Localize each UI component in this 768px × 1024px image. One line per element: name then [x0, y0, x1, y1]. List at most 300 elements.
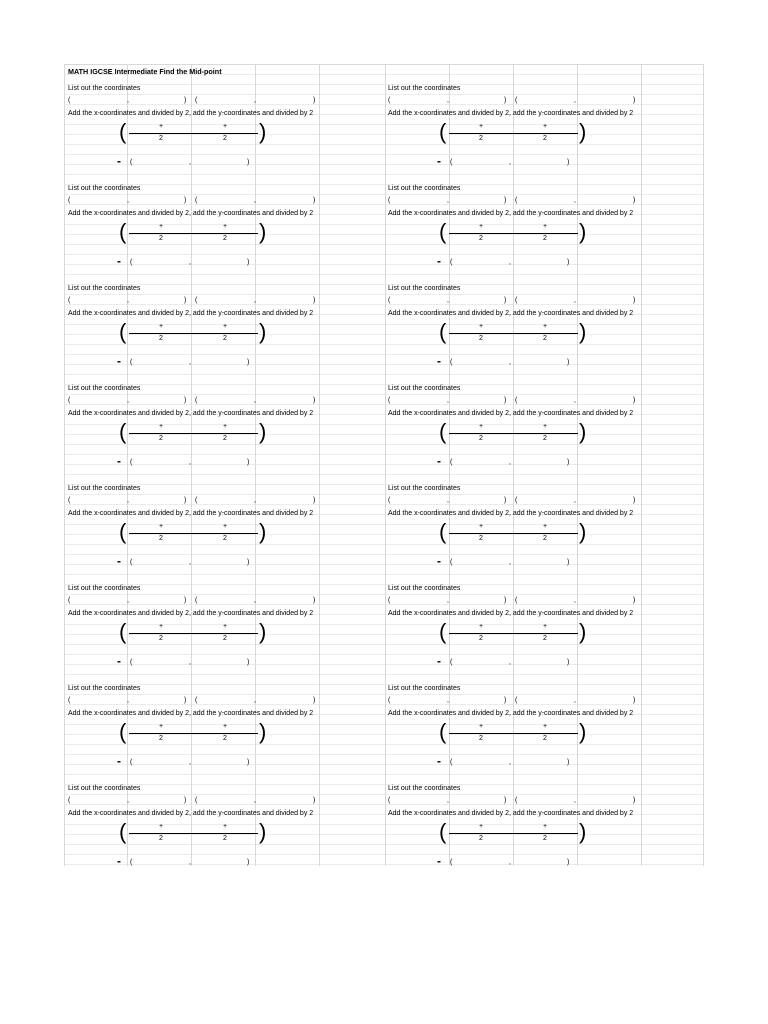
point-b-close-paren: ) — [633, 197, 636, 204]
x-denominator: 2 — [479, 235, 483, 242]
x-denominator: 2 — [159, 435, 163, 442]
midpoint-close-paren: ) — [567, 759, 570, 766]
y-plus-sign: + — [223, 223, 228, 230]
equals-mark: - — [117, 754, 121, 768]
y-plus-sign: + — [223, 723, 228, 730]
list-coordinates-label: List out the coordinates — [388, 185, 461, 192]
add-coordinates-label: Add the x-coordinates and divided by 2, add the y-coordinates and divided by 2 — [68, 210, 314, 217]
add-coordinates-label: Add the x-coordinates and divided by 2, add the y-coordinates and divided by 2 — [388, 810, 634, 817]
list-coordinates-label: List out the coordinates — [388, 85, 461, 92]
fraction-close-paren: ) — [259, 119, 267, 144]
add-coordinates-label: Add the x-coordinates and divided by 2, add the y-coordinates and divided by 2 — [388, 410, 634, 417]
point-b-open-paren: ( — [195, 197, 198, 204]
point-b-open-paren: ( — [195, 797, 198, 804]
y-plus-sign: + — [223, 123, 228, 130]
point-a-close-paren: ) — [504, 497, 507, 504]
midpoint-problem — [385, 171, 705, 271]
fraction-close-paren: ) — [579, 519, 587, 544]
midpoint-problem — [65, 771, 385, 871]
add-coordinates-label: Add the x-coordinates and divided by 2, add the y-coordinates and divided by 2 — [68, 610, 314, 617]
add-coordinates-label: Add the x-coordinates and divided by 2, add the y-coordinates and divided by 2 — [68, 810, 314, 817]
add-coordinates-label: Add the x-coordinates and divided by 2, add the y-coordinates and divided by 2 — [388, 110, 634, 117]
point-a-comma: , — [127, 197, 129, 204]
equals-mark: - — [437, 554, 441, 568]
add-coordinates-label: Add the x-coordinates and divided by 2, add the y-coordinates and divided by 2 — [68, 310, 314, 317]
list-coordinates-label: List out the coordinates — [68, 785, 141, 792]
midpoint-open-paren: ( — [450, 559, 453, 566]
y-plus-sign: + — [543, 123, 548, 130]
midpoint-comma: , — [509, 259, 511, 266]
point-b-comma: , — [254, 797, 256, 804]
midpoint-close-paren: ) — [247, 759, 250, 766]
midpoint-close-paren: ) — [567, 859, 570, 866]
midpoint-close-paren: ) — [567, 659, 570, 666]
point-a-open-paren: ( — [68, 297, 71, 304]
point-b-open-paren: ( — [195, 497, 198, 504]
point-b-open-paren: ( — [515, 797, 518, 804]
midpoint-open-paren: ( — [450, 159, 453, 166]
fraction-open-paren: ( — [119, 319, 127, 344]
y-denominator: 2 — [223, 835, 227, 842]
point-b-close-paren: ) — [313, 797, 316, 804]
add-coordinates-label: Add the x-coordinates and divided by 2, add the y-coordinates and divided by 2 — [388, 710, 634, 717]
point-a-comma: , — [447, 697, 449, 704]
point-a-close-paren: ) — [184, 197, 187, 204]
point-b-comma: , — [254, 697, 256, 704]
point-b-open-paren: ( — [195, 97, 198, 104]
fraction-open-paren: ( — [119, 519, 127, 544]
midpoint-open-paren: ( — [450, 859, 453, 866]
midpoint-problem — [65, 671, 385, 771]
midpoint-comma: , — [189, 859, 191, 866]
midpoint-comma: , — [509, 859, 511, 866]
midpoint-close-paren: ) — [247, 459, 250, 466]
fraction-bar — [449, 333, 578, 334]
x-denominator: 2 — [159, 535, 163, 542]
list-coordinates-label: List out the coordinates — [388, 385, 461, 392]
midpoint-problem — [385, 771, 705, 871]
x-plus-sign: + — [159, 123, 164, 130]
fraction-bar — [129, 333, 258, 334]
x-plus-sign: + — [159, 723, 164, 730]
equals-mark: - — [437, 754, 441, 768]
point-b-close-paren: ) — [633, 497, 636, 504]
midpoint-close-paren: ) — [567, 159, 570, 166]
point-a-open-paren: ( — [388, 397, 391, 404]
midpoint-comma: , — [189, 159, 191, 166]
point-a-comma: , — [127, 297, 129, 304]
fraction-close-paren: ) — [579, 619, 587, 644]
point-a-comma: , — [127, 797, 129, 804]
point-a-open-paren: ( — [388, 597, 391, 604]
x-plus-sign: + — [479, 723, 484, 730]
equals-mark: - — [117, 654, 121, 668]
point-b-comma: , — [254, 97, 256, 104]
fraction-close-paren: ) — [259, 319, 267, 344]
y-plus-sign: + — [543, 323, 548, 330]
y-plus-sign: + — [543, 723, 548, 730]
point-b-comma: , — [254, 597, 256, 604]
y-denominator: 2 — [543, 335, 547, 342]
point-a-close-paren: ) — [184, 297, 187, 304]
fraction-close-paren: ) — [579, 419, 587, 444]
midpoint-open-paren: ( — [450, 259, 453, 266]
point-a-comma: , — [447, 97, 449, 104]
point-b-close-paren: ) — [313, 697, 316, 704]
point-a-comma: , — [447, 497, 449, 504]
equals-mark: - — [437, 854, 441, 868]
x-plus-sign: + — [479, 123, 484, 130]
add-coordinates-label: Add the x-coordinates and divided by 2, add the y-coordinates and divided by 2 — [68, 110, 314, 117]
midpoint-close-paren: ) — [247, 859, 250, 866]
midpoint-close-paren: ) — [567, 459, 570, 466]
midpoint-comma: , — [509, 659, 511, 666]
fraction-open-paren: ( — [439, 419, 447, 444]
y-denominator: 2 — [223, 435, 227, 442]
fraction-bar — [449, 833, 578, 834]
midpoint-close-paren: ) — [247, 359, 250, 366]
point-b-open-paren: ( — [515, 297, 518, 304]
point-b-open-paren: ( — [195, 597, 198, 604]
fraction-bar — [129, 433, 258, 434]
point-a-open-paren: ( — [388, 97, 391, 104]
midpoint-close-paren: ) — [247, 159, 250, 166]
equals-mark: - — [117, 554, 121, 568]
worksheet-title: MATH IGCSE Intermediate Find the Mid-point — [68, 67, 222, 76]
y-denominator: 2 — [543, 835, 547, 842]
point-a-comma: , — [447, 597, 449, 604]
point-b-comma: , — [254, 497, 256, 504]
fraction-bar — [449, 533, 578, 534]
list-coordinates-label: List out the coordinates — [68, 85, 141, 92]
point-b-comma: , — [574, 397, 576, 404]
list-coordinates-label: List out the coordinates — [68, 685, 141, 692]
add-coordinates-label: Add the x-coordinates and divided by 2, add the y-coordinates and divided by 2 — [68, 410, 314, 417]
midpoint-comma: , — [189, 659, 191, 666]
list-coordinates-label: List out the coordinates — [388, 485, 461, 492]
fraction-open-paren: ( — [119, 219, 127, 244]
midpoint-open-paren: ( — [130, 159, 133, 166]
equals-mark: - — [437, 454, 441, 468]
y-plus-sign: + — [223, 423, 228, 430]
fraction-open-paren: ( — [439, 619, 447, 644]
add-coordinates-label: Add the x-coordinates and divided by 2, add the y-coordinates and divided by 2 — [388, 310, 634, 317]
point-a-close-paren: ) — [184, 597, 187, 604]
x-denominator: 2 — [479, 535, 483, 542]
x-plus-sign: + — [479, 323, 484, 330]
midpoint-problem — [385, 471, 705, 571]
x-plus-sign: + — [479, 423, 484, 430]
point-b-close-paren: ) — [633, 397, 636, 404]
point-b-open-paren: ( — [515, 97, 518, 104]
fraction-bar — [129, 633, 258, 634]
midpoint-open-paren: ( — [130, 559, 133, 566]
x-denominator: 2 — [479, 735, 483, 742]
point-b-open-paren: ( — [515, 497, 518, 504]
point-a-comma: , — [447, 397, 449, 404]
point-b-close-paren: ) — [313, 397, 316, 404]
list-coordinates-label: List out the coordinates — [388, 685, 461, 692]
x-denominator: 2 — [159, 635, 163, 642]
x-plus-sign: + — [479, 823, 484, 830]
fraction-open-paren: ( — [439, 819, 447, 844]
midpoint-close-paren: ) — [247, 559, 250, 566]
point-b-close-paren: ) — [633, 297, 636, 304]
point-b-comma: , — [574, 97, 576, 104]
fraction-close-paren: ) — [579, 319, 587, 344]
fraction-bar — [449, 733, 578, 734]
equals-mark: - — [117, 454, 121, 468]
point-a-close-paren: ) — [184, 697, 187, 704]
midpoint-open-paren: ( — [450, 359, 453, 366]
midpoint-problem — [385, 671, 705, 771]
point-a-open-paren: ( — [388, 197, 391, 204]
midpoint-comma: , — [189, 259, 191, 266]
x-plus-sign: + — [159, 223, 164, 230]
point-b-open-paren: ( — [195, 697, 198, 704]
point-a-close-paren: ) — [504, 297, 507, 304]
list-coordinates-label: List out the coordinates — [388, 285, 461, 292]
fraction-close-paren: ) — [259, 219, 267, 244]
point-a-open-paren: ( — [388, 497, 391, 504]
equals-mark: - — [437, 154, 441, 168]
midpoint-close-paren: ) — [567, 359, 570, 366]
point-a-comma: , — [127, 97, 129, 104]
point-a-close-paren: ) — [184, 397, 187, 404]
point-a-open-paren: ( — [68, 797, 71, 804]
midpoint-comma: , — [509, 759, 511, 766]
fraction-bar — [449, 633, 578, 634]
y-denominator: 2 — [543, 535, 547, 542]
x-plus-sign: + — [159, 423, 164, 430]
fraction-open-paren: ( — [439, 119, 447, 144]
equals-mark: - — [437, 254, 441, 268]
point-a-open-paren: ( — [68, 497, 71, 504]
y-denominator: 2 — [543, 635, 547, 642]
midpoint-problem — [65, 71, 385, 171]
list-coordinates-label: List out the coordinates — [68, 485, 141, 492]
fraction-bar — [129, 833, 258, 834]
midpoint-problem — [65, 171, 385, 271]
midpoint-problem — [65, 271, 385, 371]
x-denominator: 2 — [159, 735, 163, 742]
fraction-close-paren: ) — [259, 419, 267, 444]
point-a-comma: , — [127, 397, 129, 404]
point-a-open-paren: ( — [68, 397, 71, 404]
point-a-comma: , — [447, 197, 449, 204]
point-a-close-paren: ) — [504, 697, 507, 704]
point-b-comma: , — [574, 197, 576, 204]
fraction-bar — [129, 133, 258, 134]
midpoint-close-paren: ) — [247, 259, 250, 266]
y-denominator: 2 — [543, 135, 547, 142]
point-a-close-paren: ) — [504, 597, 507, 604]
x-denominator: 2 — [159, 235, 163, 242]
fraction-close-paren: ) — [579, 719, 587, 744]
y-plus-sign: + — [543, 523, 548, 530]
fraction-open-paren: ( — [119, 419, 127, 444]
x-denominator: 2 — [159, 335, 163, 342]
equals-mark: - — [437, 654, 441, 668]
point-a-open-paren: ( — [68, 597, 71, 604]
midpoint-problem — [65, 371, 385, 471]
point-b-open-paren: ( — [195, 297, 198, 304]
fraction-open-paren: ( — [439, 319, 447, 344]
point-b-close-paren: ) — [633, 97, 636, 104]
fraction-close-paren: ) — [579, 119, 587, 144]
point-b-comma: , — [574, 597, 576, 604]
y-denominator: 2 — [223, 535, 227, 542]
fraction-open-paren: ( — [439, 219, 447, 244]
x-denominator: 2 — [479, 635, 483, 642]
fraction-close-paren: ) — [259, 619, 267, 644]
midpoint-comma: , — [509, 459, 511, 466]
add-coordinates-label: Add the x-coordinates and divided by 2, add the y-coordinates and divided by 2 — [388, 210, 634, 217]
midpoint-comma: , — [189, 559, 191, 566]
midpoint-open-paren: ( — [130, 859, 133, 866]
midpoint-open-paren: ( — [130, 759, 133, 766]
point-a-open-paren: ( — [388, 697, 391, 704]
point-a-open-paren: ( — [68, 197, 71, 204]
equals-mark: - — [117, 354, 121, 368]
point-b-comma: , — [574, 297, 576, 304]
midpoint-open-paren: ( — [130, 359, 133, 366]
y-plus-sign: + — [543, 423, 548, 430]
fraction-open-paren: ( — [439, 519, 447, 544]
point-b-open-paren: ( — [195, 397, 198, 404]
y-plus-sign: + — [543, 223, 548, 230]
y-denominator: 2 — [223, 235, 227, 242]
y-denominator: 2 — [543, 235, 547, 242]
fraction-close-paren: ) — [259, 719, 267, 744]
point-b-close-paren: ) — [313, 497, 316, 504]
midpoint-close-paren: ) — [567, 559, 570, 566]
fraction-open-paren: ( — [119, 719, 127, 744]
equals-mark: - — [117, 254, 121, 268]
x-denominator: 2 — [479, 835, 483, 842]
list-coordinates-label: List out the coordinates — [388, 785, 461, 792]
y-plus-sign: + — [223, 823, 228, 830]
point-b-open-paren: ( — [515, 197, 518, 204]
worksheet-grid — [64, 64, 704, 866]
fraction-close-paren: ) — [579, 819, 587, 844]
fraction-open-paren: ( — [439, 719, 447, 744]
point-a-comma: , — [447, 797, 449, 804]
midpoint-open-paren: ( — [450, 459, 453, 466]
fraction-bar — [129, 533, 258, 534]
point-a-close-paren: ) — [504, 397, 507, 404]
point-b-close-paren: ) — [313, 97, 316, 104]
x-denominator: 2 — [479, 435, 483, 442]
point-a-comma: , — [127, 597, 129, 604]
x-plus-sign: + — [159, 623, 164, 630]
midpoint-close-paren: ) — [247, 659, 250, 666]
fraction-bar — [449, 133, 578, 134]
midpoint-problem — [385, 571, 705, 671]
point-b-close-paren: ) — [633, 597, 636, 604]
midpoint-close-paren: ) — [567, 259, 570, 266]
midpoint-open-paren: ( — [130, 259, 133, 266]
midpoint-comma: , — [509, 359, 511, 366]
fraction-close-paren: ) — [259, 519, 267, 544]
point-b-comma: , — [254, 197, 256, 204]
midpoint-open-paren: ( — [130, 659, 133, 666]
point-a-open-paren: ( — [388, 797, 391, 804]
fraction-open-paren: ( — [119, 819, 127, 844]
y-denominator: 2 — [543, 435, 547, 442]
point-a-close-paren: ) — [504, 197, 507, 204]
y-plus-sign: + — [223, 323, 228, 330]
list-coordinates-label: List out the coordinates — [68, 185, 141, 192]
y-plus-sign: + — [223, 623, 228, 630]
point-a-close-paren: ) — [504, 97, 507, 104]
fraction-bar — [449, 233, 578, 234]
point-a-close-paren: ) — [504, 797, 507, 804]
x-plus-sign: + — [159, 323, 164, 330]
equals-mark: - — [437, 354, 441, 368]
y-denominator: 2 — [223, 635, 227, 642]
fraction-open-paren: ( — [119, 119, 127, 144]
x-plus-sign: + — [479, 623, 484, 630]
equals-mark: - — [117, 854, 121, 868]
point-a-close-paren: ) — [184, 97, 187, 104]
y-plus-sign: + — [223, 523, 228, 530]
point-b-comma: , — [574, 497, 576, 504]
list-coordinates-label: List out the coordinates — [68, 385, 141, 392]
point-b-open-paren: ( — [515, 597, 518, 604]
y-denominator: 2 — [543, 735, 547, 742]
midpoint-open-paren: ( — [450, 659, 453, 666]
point-b-close-paren: ) — [633, 697, 636, 704]
fraction-bar — [129, 733, 258, 734]
x-plus-sign: + — [159, 523, 164, 530]
point-b-comma: , — [574, 697, 576, 704]
add-coordinates-label: Add the x-coordinates and divided by 2, add the y-coordinates and divided by 2 — [68, 710, 314, 717]
list-coordinates-label: List out the coordinates — [68, 585, 141, 592]
point-b-close-paren: ) — [633, 797, 636, 804]
y-plus-sign: + — [543, 823, 548, 830]
midpoint-open-paren: ( — [450, 759, 453, 766]
point-b-open-paren: ( — [515, 697, 518, 704]
point-a-close-paren: ) — [184, 797, 187, 804]
add-coordinates-label: Add the x-coordinates and divided by 2, add the y-coordinates and divided by 2 — [68, 510, 314, 517]
x-denominator: 2 — [479, 335, 483, 342]
point-a-comma: , — [127, 697, 129, 704]
x-plus-sign: + — [479, 523, 484, 530]
x-plus-sign: + — [159, 823, 164, 830]
midpoint-comma: , — [509, 159, 511, 166]
point-b-close-paren: ) — [313, 597, 316, 604]
point-b-open-paren: ( — [515, 397, 518, 404]
point-b-comma: , — [254, 297, 256, 304]
y-denominator: 2 — [223, 735, 227, 742]
point-a-comma: , — [447, 297, 449, 304]
point-a-comma: , — [127, 497, 129, 504]
midpoint-comma: , — [509, 559, 511, 566]
y-plus-sign: + — [543, 623, 548, 630]
y-denominator: 2 — [223, 335, 227, 342]
point-a-open-paren: ( — [68, 697, 71, 704]
y-denominator: 2 — [223, 135, 227, 142]
midpoint-problem — [385, 71, 705, 171]
add-coordinates-label: Add the x-coordinates and divided by 2, add the y-coordinates and divided by 2 — [388, 510, 634, 517]
point-b-comma: , — [574, 797, 576, 804]
add-coordinates-label: Add the x-coordinates and divided by 2, add the y-coordinates and divided by 2 — [388, 610, 634, 617]
midpoint-problem — [65, 571, 385, 671]
x-plus-sign: + — [479, 223, 484, 230]
midpoint-problem — [385, 271, 705, 371]
midpoint-open-paren: ( — [130, 459, 133, 466]
